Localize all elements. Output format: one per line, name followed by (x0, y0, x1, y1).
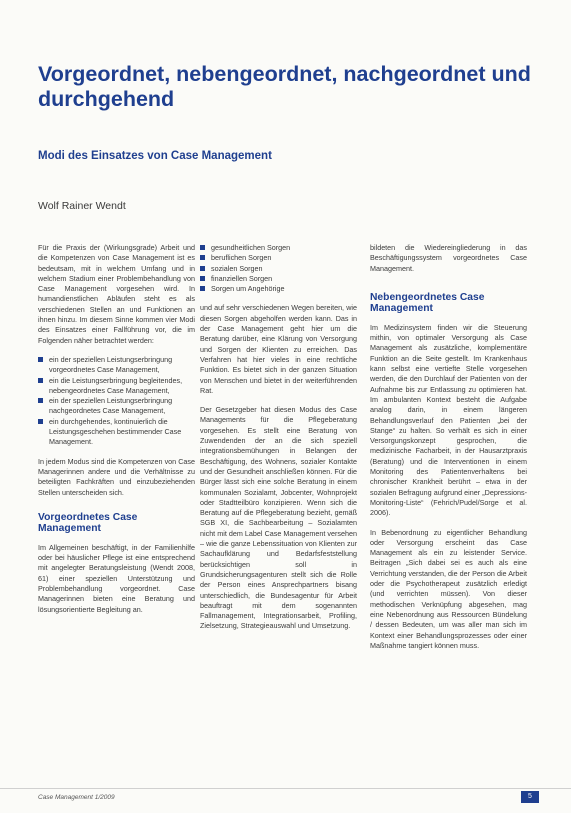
square-bullet-icon (38, 419, 43, 424)
paragraph: Im Medizinsystem finden wir die Steuerung mithin, von optimaler Versorgung als Case Management als zusätzliche, komplementäre Funktion an die Seite gestellt. Im Krankenhaus kann selbst eine vertiefte Stelle vorgesehen werden, die den Durchlauf der Patienten von der Aufnahme bis zur Entlassung zu optimieren hat. Im ambulanten Kontext besteht die Aufgabe analog darin, in einem längeren Behandlungsverlauf den Patienten „bei der Stange“ zu halten. So verhält es sich in einer Versorgungskonzept gesprochen, die medizinische Facharbeit, in der Hausarztpraxis (Beratung) und die Interventionen in einem Monitoring des Patientenverhaltens bei chronischer Krankheit berührt – etwa in der sozialen Befragung aufgrund einer „Depressions-Monitoring-Liste“ (Fehrich/Pudel/Sorge et al. 2006). (370, 322, 527, 518)
square-bullet-icon (38, 357, 43, 362)
page-footer (0, 788, 571, 813)
article-subtitle: Modi des Einsatzes von Case Management (38, 150, 272, 162)
bullet-list (200, 243, 357, 294)
square-bullet-icon (200, 276, 205, 281)
list-item: finanziellen Sorgen (200, 274, 357, 284)
list-item: Sorgen um Angehörige (200, 284, 357, 294)
square-bullet-icon (200, 245, 205, 250)
bullet-list (38, 355, 195, 448)
list-item: beruflichen Sorgen (200, 253, 357, 263)
section-heading: Vorgeordnetes Case Management (38, 511, 138, 535)
list-item: sozialen Sorgen (200, 264, 357, 274)
author-name: Wolf Rainer Wendt (38, 200, 126, 212)
square-bullet-icon (200, 266, 205, 271)
square-bullet-icon (200, 255, 205, 260)
column-1 (38, 243, 195, 624)
list-item: ein durchgehendes, kontinuierlich die Leistungsgeschehen bestimmender Case Management. (38, 417, 195, 448)
paragraph: In Bebenordnung zu eigentlicher Behandlung oder Versorgung erscheint das Case Management als ein zu leistender Service. Beitragen „Sich dabei sei es auch als eine Verrichtung verstanden, die der Person die Arbeit oder die Psychotherapeut zusätzlich erledigt (und verrichten müssen). Von dieser methodischen Verknüpfung abgesehen, mag eine Nebenordnung aus Ressourcen Bündelung / dessen Bedeuten, um was aller man sich im Kontext einer Behandlungsprozesses oder einer Maßnahme tangiert können muss. (370, 527, 527, 650)
square-bullet-icon (200, 286, 205, 291)
section-heading: Nebengeordnetes Case Management (370, 291, 485, 315)
paragraph: Im Allgemeinen beschäftigt, in der Familienhilfe oder bei häuslicher Pflege ist eine entsprechend mit angelegter Beratungsleistung (Wendt 2008, 61) einer speziellen Unterstützung und Problembehandlung vorgeordnet. Case Managerinnen bieten eine Beratung und lösungsorientierte Begleitung an. (38, 542, 195, 614)
paragraph: Für die Praxis der (Wirkungsgrade) Arbeit und die Kompetenzen von Case Management ist es bedeutsam, mit in welchem Umfang und in welchem Stadium einer Problembehandlung von Case Management vorgesehen wird. In humandienstlichen Abläufen steht es als verschiedenen Stellen an und Funktionen an ihnen hinzu. Im diesem Sinne kommen vier Modi des Einsatzes einer Fallführung vor, die im Folgenden näher betrachtet werden: (38, 243, 195, 345)
journal-name: Case Management 1/2009 (38, 794, 115, 801)
list-item: ein die Leistungserbringung begleitendes, nebengeordnetes Case Management, (38, 376, 195, 397)
column-3 (370, 243, 527, 660)
square-bullet-icon (38, 398, 43, 403)
page-number: 5 (521, 791, 539, 803)
list-item: ein der speziellen Leistungserbringung nachgeordnetes Case Management, (38, 396, 195, 417)
paragraph: bildeten die Wiedereingliederung in das Beschäftigungssystem vorgeordnetes Case Management. (370, 243, 527, 273)
column-2 (200, 243, 357, 641)
paragraph: Der Gesetzgeber hat diesen Modus des Case Managements für die Pflegeberatung vorgesehen. Es stellt eine Beratung von Zuwendenden der an die sich speziell integrationsbemühungen in Belangen der Beschäftigung, des Wohnens, sozialer Kontakte und der Gesundheit anschließen können. Für die Bürger lässt sich eine solche Beratung in einem kommunalen Sozialamt, Jobcenter, Wohnprojekt oder Stadtteilbüro konzipieren. Wenn sich die Beratung auf die Pflegeberatung bezieht, gemäß SGB XI, die Sachbearbeitung – Sozialamten nicht mit dem Label Case Management versehen – wie die ganze Lebenssituation von Klienten zur Sachaufklärung und Bedarfsfeststellung berücksichtigen soll in Grundsicherungsagenturen stellt sich die Rolle der Person eines Ansprechpartners bisang unterschiedlich, die Bundesagentur für Arbeit beauftragt mit dem sogenannten Fallmanagement, Integrationsarbeit, Profiling, Zielsetzung, Strategieauswahl und Umsetzung. (200, 405, 357, 631)
square-bullet-icon (38, 378, 43, 383)
article-title: Vorgeordnet, nebengeordnet, nachgeordnet und durchgehend (38, 62, 531, 111)
paragraph: In jedem Modus sind die Kompetenzen von Case Managerinnen andere und die Verhältnisse zu beteiligten Fachkräften und einzubeziehenden Stellen unterscheiden sich. (38, 456, 195, 497)
paragraph: und auf sehr verschiedenen Wegen bereiten, wie diesen Sorgen abgeholfen werden kann. Das in der Case Management geht hier um die Beratung darüber, eine Klärung von Versorgung und Sorgen der Klienten zu erreichen. Das Verfahren hat hier vieles in eine rechtliche Funktion. Es bietet sich in der ganzen Situation von Menschen und bietet in der weiterführenden Rat. (200, 303, 357, 395)
list-item: gesundheitlichen Sorgen (200, 243, 357, 253)
list-item: ein der speziellen Leistungserbringung vorgeordnetes Case Management, (38, 355, 195, 376)
